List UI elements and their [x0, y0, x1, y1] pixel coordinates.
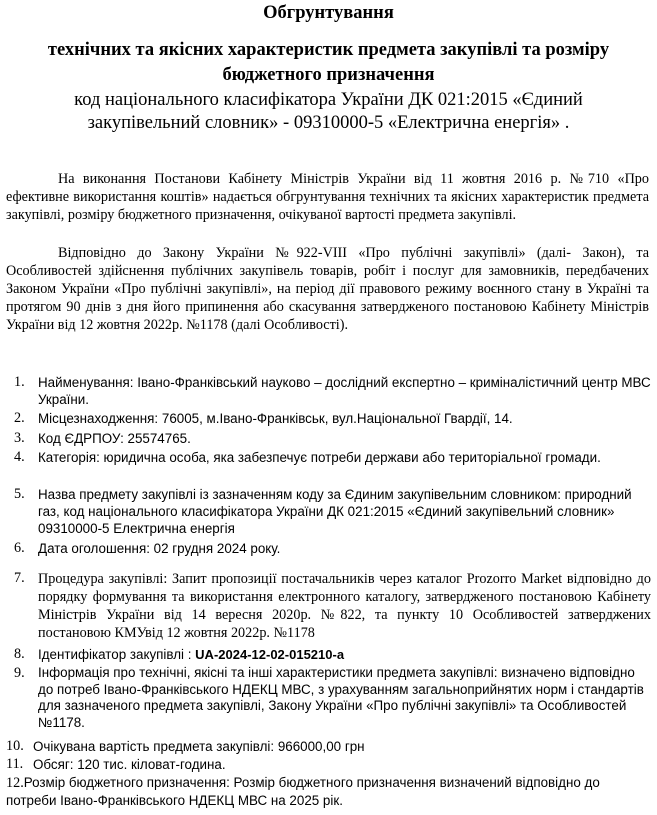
- list-item-number: 8.: [14, 646, 25, 662]
- list-item-number: 5.: [14, 486, 25, 502]
- list-item-number: 1.: [14, 374, 25, 390]
- list-item-text: Дата оголошення: 02 грудня 2024 року.: [38, 541, 281, 556]
- document-title: Обгрунтування: [263, 3, 394, 23]
- list-item-content: [6, 774, 646, 809]
- classifier-code-line: код національного класифікатора України ДК 021:2015 «Єдиний закупівельний словник» - 09310000-5 «Електрична енергія» .: [74, 90, 583, 133]
- intro-paragraph-1-text: На виконання Постанови Кабінету Міністрів України від 11 жовтня 2016 р. №710 «Про ефективне використання коштів» надається обгрунтування технічних та якісних характеристик предмета закупівлі, розміру бюджетного призначення, очікуваної вартості предмета закупівлі.: [6, 171, 649, 223]
- list-item-text: Код ЄДРПОУ: 25574765.: [38, 431, 191, 446]
- document-subtitle: технічних та якісних характеристик предмета закупівлі та розміру бюджетного призначення: [47, 40, 610, 85]
- list-item-number: 10.: [6, 738, 24, 754]
- list-item-number: 9.: [14, 665, 25, 681]
- list-item-text: Категорія: юридична особа, яка забезпечує потреби держави або територіальної громади.: [38, 450, 601, 465]
- list-item-number: 11.: [6, 756, 24, 772]
- intro-paragraph-2: [6, 244, 649, 334]
- list-item-text: Інформація про технічні, якісні та інші характеристики предмета закупівлі: визначено відповідно до потреб Івано-Франківського НДЕКЦ МВС, з урахуванням загальноприйнятих норм і стандартів для зазначеного предмета закупівлі, Закону України «Про публічні закупівлі» та Особливостей №1178.: [38, 665, 644, 730]
- list-item-number: 7.: [14, 570, 25, 586]
- list-item-number: 6.: [14, 540, 25, 556]
- list-item-text: Місцезнаходження: 76005, м.Івано-Франківськ, вул.Національної Гвардії, 14.: [38, 411, 513, 426]
- procurement-id-label: Ідентифікатор закупівлі :: [38, 647, 196, 662]
- list-item-number: 12.: [6, 775, 24, 791]
- list-item-text: Найменування: Івано-Франківський науково – дослідний експертно – криміналістичний центр МВС України.: [38, 375, 651, 407]
- procurement-id-value: UA-2024-12-02-015210-a: [195, 647, 345, 662]
- list-item-text: Очікувана вартість предмета закупівлі: 966000,00 грн: [33, 739, 365, 754]
- list-item-content: [38, 646, 651, 664]
- intro-paragraph-1: [6, 170, 649, 224]
- list-item-number: 3.: [14, 430, 25, 446]
- list-item-number: 4.: [14, 449, 25, 465]
- list-item-text: Розмір бюджетного призначення: Розмір бюджетного призначення визначений відповідно до потреби Івано-Франківського НДЕКЦ МВС на 2025 рік.: [6, 775, 600, 808]
- list-item-number: 2.: [14, 410, 25, 426]
- list-item-text: Обсяг: 120 тис. кіловат-година.: [33, 757, 226, 772]
- list-item-text: Процедура закупівлі: Запит пропозиції постачальників через каталог Prozorro Market відповідно до порядку формування та використання електронного каталогу, затвердженого постановою Кабінету Міністрів України від 14 вересня 2020р. №822, та пункту 10 Особливостей затверджених постановою КМУвід 12 жовтня 2022р. №1178: [38, 571, 651, 641]
- list-item-text: Назва предмету закупівлі із зазначенням коду за Єдиним закупівельним словником: природний газ, код національного класифікатора України ДК 021:2015 «Єдиний закупівельний словник» 09310000-5 Електрична енергія: [38, 487, 632, 536]
- intro-paragraph-2-text: Відповідно до Закону України №922-VIII «Про публічні закупівлі» (далі- Закон), та Особливостей здійснення публічних закупівель товарів, робіт і послуг для замовників, передбачених Законом України «Про публічні закупівлі», на період дії правового режиму воєнного стану в Україні та протягом 90 днів з дня його припинення або скасування затвердженого постановою Кабінету Міністрів України від 12 жовтня 2022р. №1178 (далі Особливості).: [6, 245, 649, 333]
